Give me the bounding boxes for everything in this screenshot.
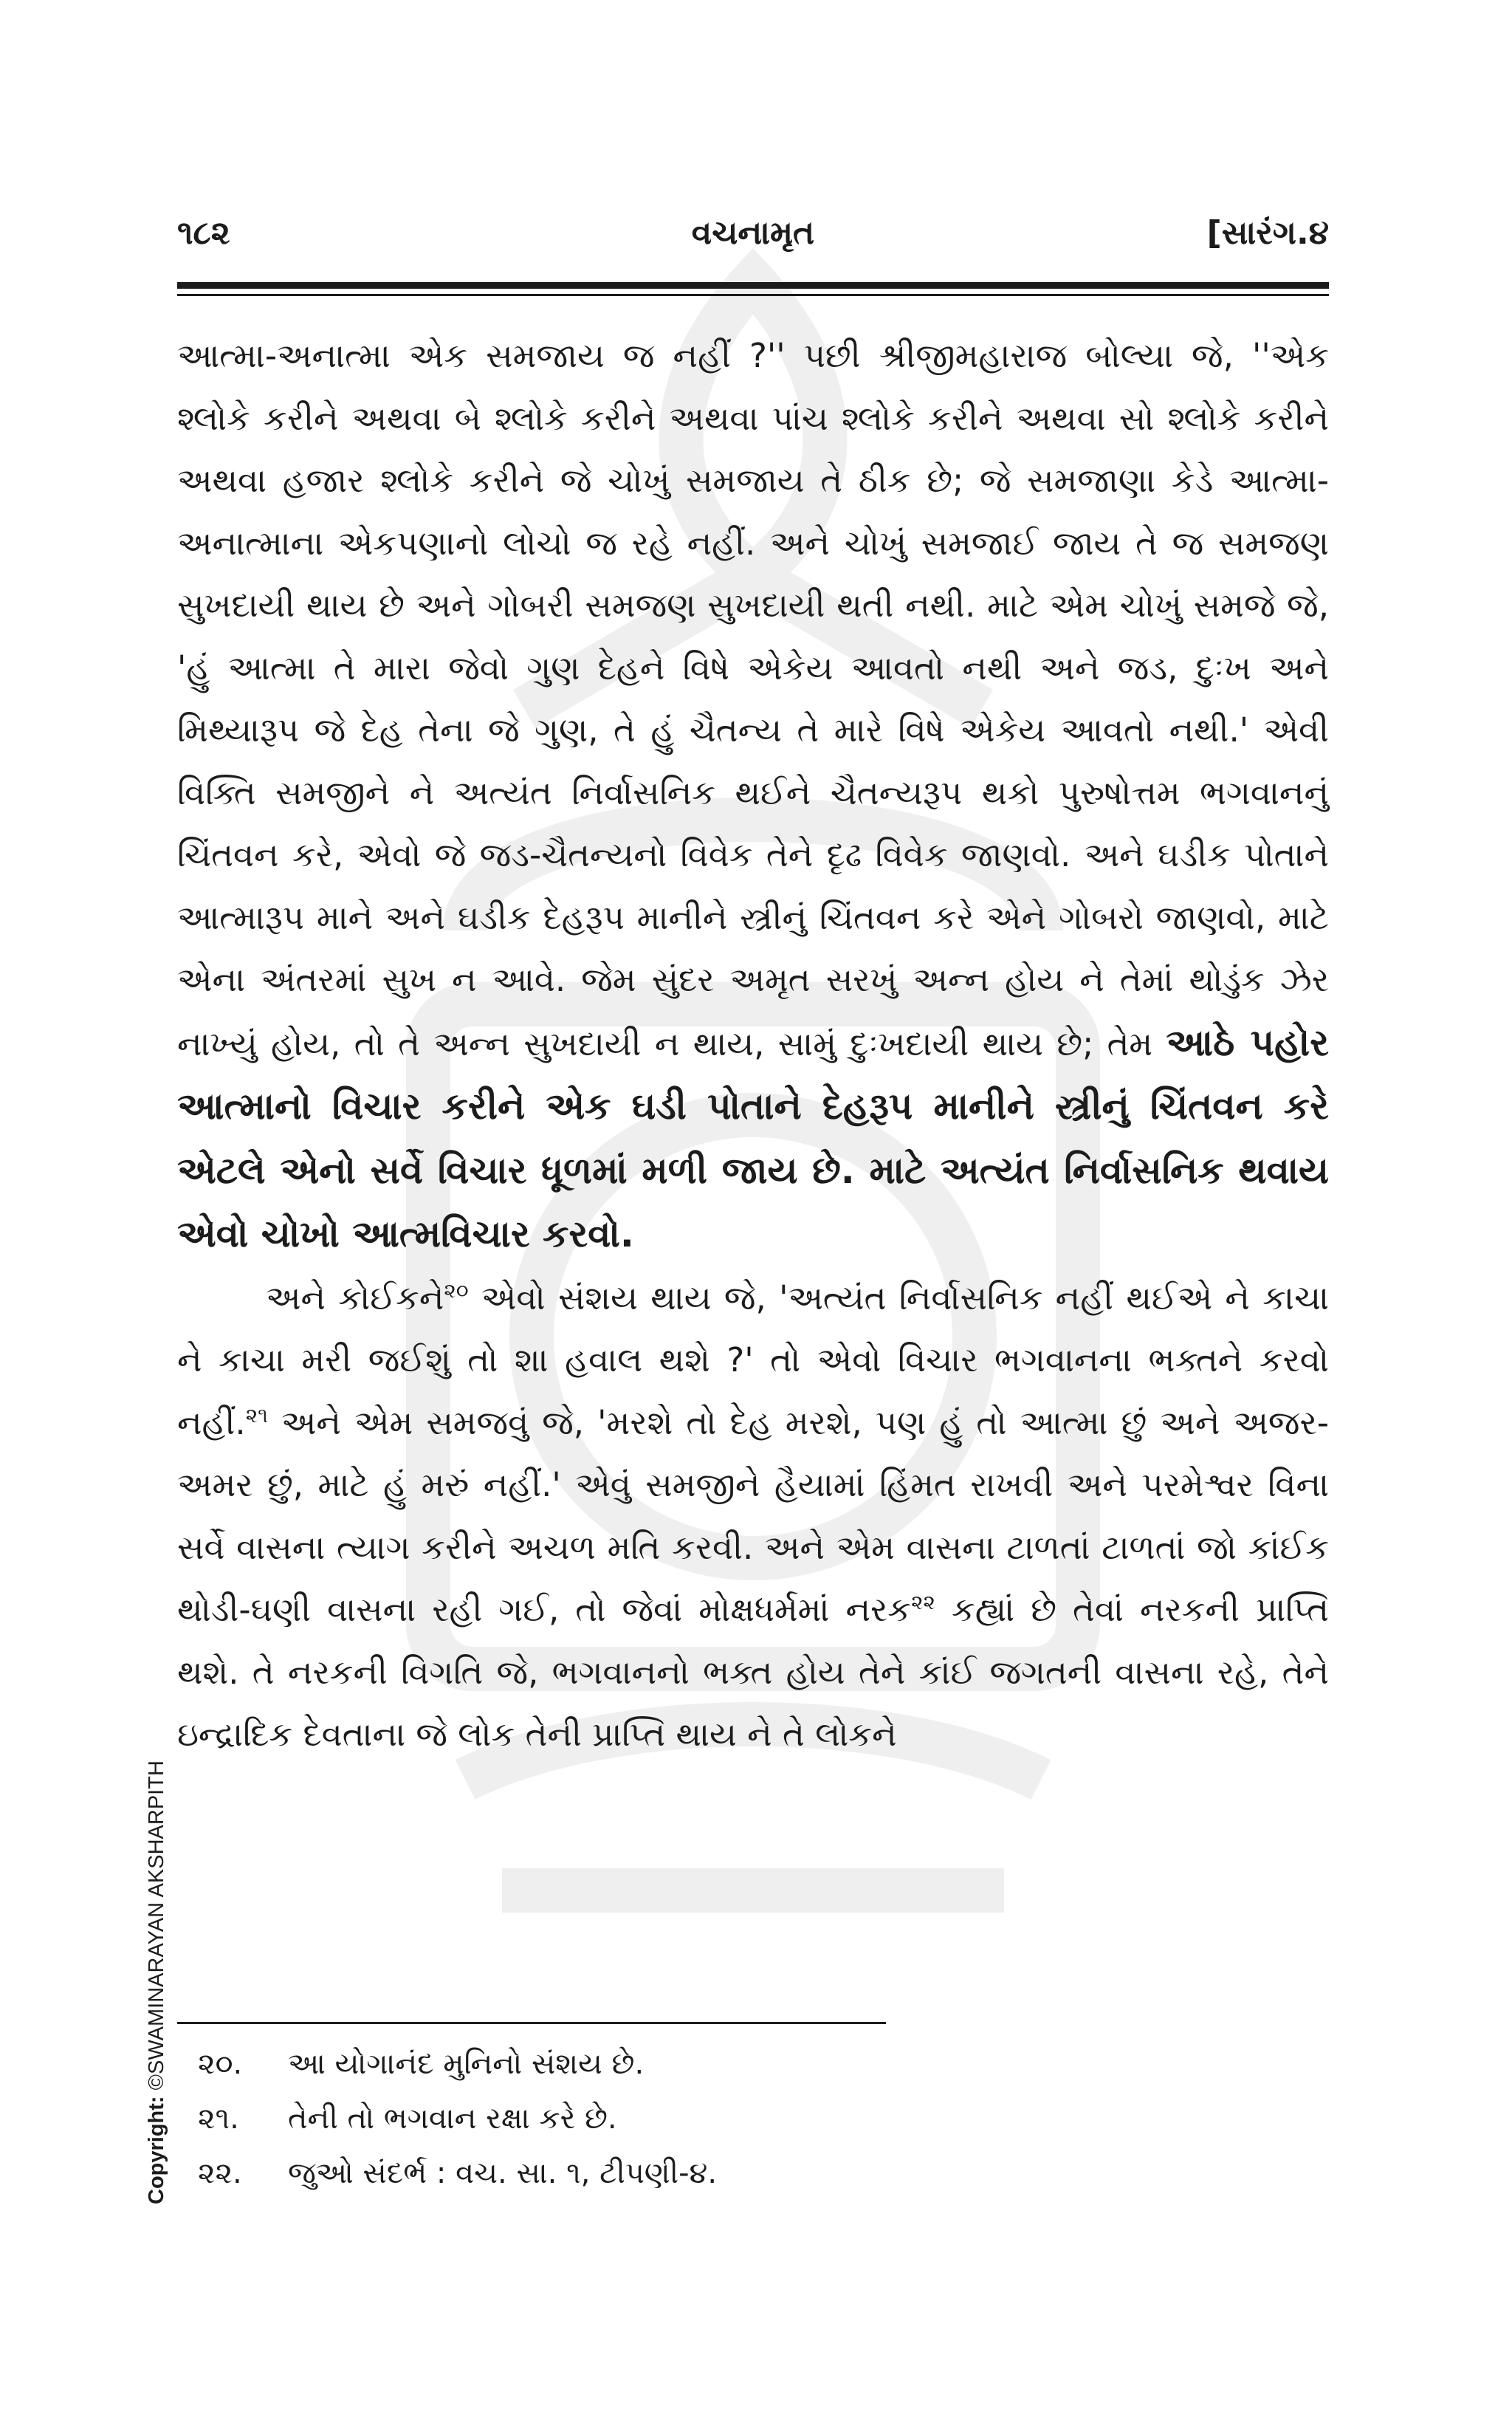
footnote-text: આ યોગાનંદ મુનિનો સંશય છે. [288, 2047, 645, 2081]
book-title: વચનામૃત [691, 214, 815, 252]
footnote-text: તેની તો ભગવાન રક્ષા કરે છે. [288, 2102, 617, 2136]
footnote-item [177, 2147, 1329, 2202]
copyright-notice [145, 1760, 169, 2204]
footnote-number: ૨૧. [198, 2102, 239, 2136]
paragraph-text: અને કોઈકને [266, 1278, 444, 1317]
chapter-reference: [સારંગ.૪ [1206, 214, 1329, 252]
footnote-item [177, 2038, 1329, 2093]
footnote-number: ૨૨. [198, 2156, 242, 2190]
footnotes [177, 2038, 1329, 2202]
header-rule-thin [177, 294, 1329, 296]
footnote-text: જુઓ સંદર્ભ : વચ. સા. ૧, ટીપણી-૪. [288, 2156, 718, 2190]
body-text [177, 325, 1329, 1766]
running-header [177, 214, 1329, 273]
page-number: ૧૮૨ [177, 214, 230, 252]
footnote-ref-22[interactable]: ૨૨ [911, 1590, 935, 1614]
copyright-label: Copyright: [145, 2096, 168, 2204]
paragraph-text: આત્મા-અનાત્મા એક સમજાય જ નહીં ?'' પછી શ્રીજીમહારાજ બોલ્યા જે, ''એક શ્લોકે કરીને અથવા બે શ્લોકે કરીને અથવા પાંચ શ્લોકે કરીને અથવા સો શ્લોકે કરીને અથવા હજાર શ્લોકે કરીને જે ચોખું સમજાય તે ઠીક છે; જે સમજાણા કેડે આત્મા-અનાત્માના એકપણાનો લોચો જ રહે નહીં. અને ચોખું સમજાઈ જાય તે જ સમજણ સુખદાયી થાય છે અને ગોબરી સમજણ સુખદાયી થતી નથી. માટે એમ ચોખું સમજે જે, 'હું આત્મા તે મારા જેવો ગુણ દેહને વિષે એકેય આવતો નથી અને જડ, દુઃખ અને મિથ્યારૂપ જે દેહ તેના જે ગુણ, તે હું ચૈતન્ય તે મારે વિષે એકેય આવતો નથી.' એવી વિક્તિ સમજીને ને અત્યંત નિર્વાસનિક થઈને ચૈતન્યરૂપ થકો પુરુષોત્તમ ભગવાનનું ચિંતવન કરે, એવો જે જડ-ચૈતન્યનો વિવેક તેને દૃઢ વિવેક જાણવો. અને ઘડીક પોતાને આત્મારૂપ માને અને ઘડીક દેહરૂપ માનીને સ્ત્રીનું ચિંતવન કરે એને ગોબરો જાણવો, માટે એના અંતરમાં સુખ ન આવે. જેમ સુંદર અમૃત સરખું અન્ન હોય ને તેમાં થોડુંક ઝેર નાખ્યું હોય, તો તે અન્ન સુખદાયી ન થાય, સામું દુઃખદાયી થાય છે; તેમ [177, 336, 1329, 1063]
emphasized-passage: આઠે પહોર આત્માનો વિચાર કરીને એક ઘડી પોતાને દેહરૂપ માનીને સ્ત્રીનું ચિંતવન કરે એટલે એનો સર્વે વિચાર ધૂળમાં મળી જાય છે. માટે અત્યંત નિર્વાસનિક થવાય એવો ચોખો આત્મવિચાર કરવો. [177, 1021, 1329, 1255]
paragraph-text: એવો સંશય થાય જે, 'અત્યંત નિર્વાસનિક નહીં થઈએ ને કાચા ને કાચા મરી જઈશું તો શા હવાલ થશે ?' તો એવો વિચાર ભગવાનના ભક્તને કરવો નહીં. [177, 1278, 1329, 1442]
footnote-rule [177, 2022, 886, 2024]
footnote-ref-21[interactable]: ૨૧ [245, 1402, 268, 1427]
paragraph [177, 325, 1329, 1267]
paragraph-text: અને એમ સમજવું જે, 'મરશે તો દેહ મરશે, પણ હું તો આત્મા છું અને અજર-અમર છું, માટે હું મરું નહીં.' એવું સમજીને હૈયામાં હિંમત રાખવી અને પરમેશ્વર વિના સર્વે વાસના ત્યાગ કરીને અચળ મતિ કરવી. અને એમ વાસના ટાળતાં ટાળતાં જો કાંઈક થોડી-ઘણી વાસના રહી ગઈ, તો જેવાં મોક્ષધર્મમાં નરક [177, 1402, 1329, 1629]
paragraph-text: કહ્યાં છે તેવાં નરકની પ્રાપ્તિ થશે. તે નરકની વિગતિ જે, ભગવાનનો ભક્ત હોય તેને કાંઈ જગતની વાસના રહે, તેને ઇન્દ્રાદિક દેવતાના જે લોક તેની પ્રાપ્તિ થાય ને તે લોકને [177, 1590, 1329, 1754]
footnote-item [177, 2093, 1329, 2147]
header-rule [177, 282, 1329, 289]
copyright-holder: ©SWAMINARAYAN AKSHARPITH [145, 1760, 168, 2091]
paragraph [177, 1267, 1329, 1766]
footnote-ref-20[interactable]: ૨૦ [444, 1278, 469, 1303]
footnote-number: ૨૦. [198, 2047, 243, 2081]
